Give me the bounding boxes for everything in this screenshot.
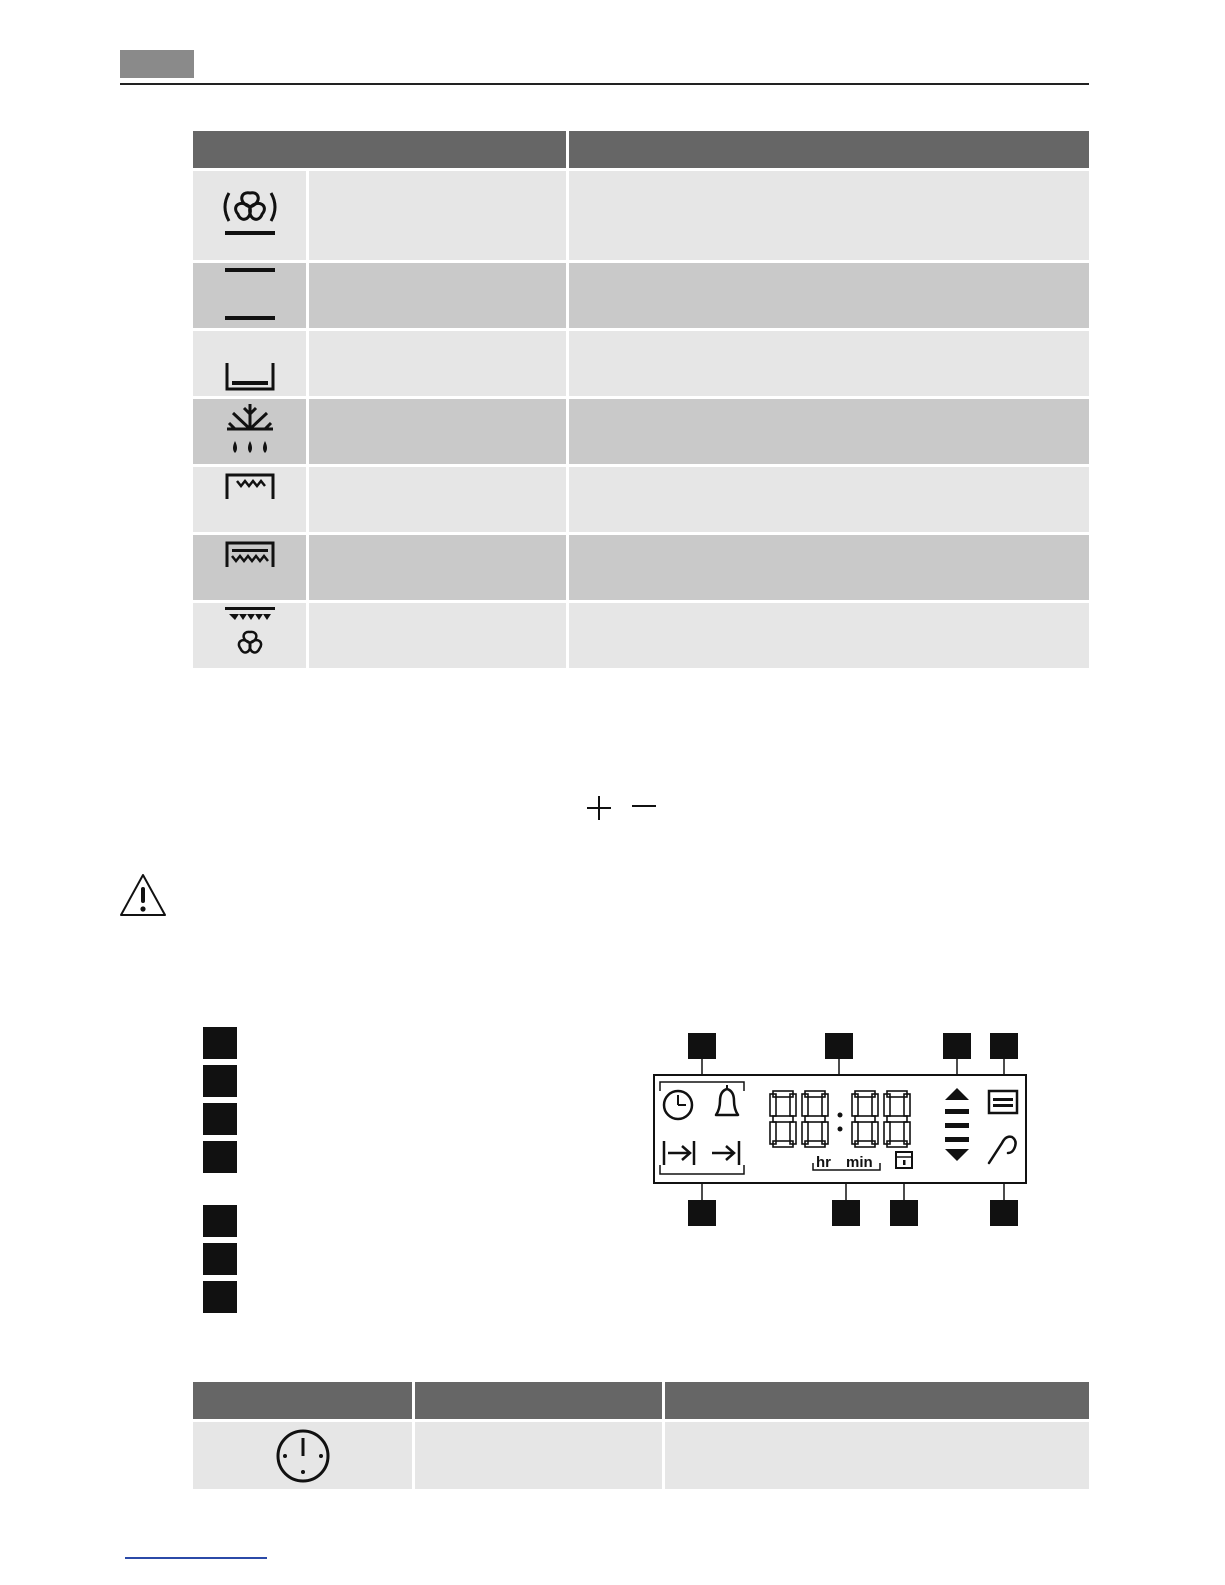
function-row	[193, 396, 1089, 464]
legend-marker	[203, 1103, 237, 1135]
legend-marker	[203, 1281, 237, 1313]
clock-table-header-col3	[665, 1382, 1089, 1419]
callout-marker	[825, 1033, 853, 1059]
function-row-desc	[569, 331, 1089, 396]
function-row-name	[309, 603, 569, 668]
function-row-name	[309, 467, 569, 532]
callout-marker	[832, 1200, 860, 1226]
hr-label: hr	[816, 1154, 831, 1171]
clock-table-header-col1	[193, 1382, 415, 1419]
function-row-icon-cell	[193, 535, 309, 600]
fast-grill-icon	[215, 535, 285, 599]
clock-table-name	[415, 1422, 665, 1489]
legend-marker	[203, 1243, 237, 1275]
function-row-icon-cell	[193, 263, 309, 328]
function-row	[193, 464, 1089, 532]
function-row-name	[309, 171, 569, 260]
legend-marker	[203, 1205, 237, 1237]
function-table-header-col1	[193, 131, 569, 168]
function-row-desc	[569, 467, 1089, 532]
function-row	[193, 532, 1089, 600]
callout-marker	[990, 1033, 1018, 1059]
function-row-name	[309, 399, 569, 464]
function-row-desc	[569, 171, 1089, 260]
callout-marker	[688, 1033, 716, 1059]
function-row-icon-cell	[193, 467, 309, 532]
fan-bottom-heat-icon	[215, 179, 285, 249]
legend-marker	[203, 1065, 237, 1097]
bottom-heat-icon	[215, 331, 285, 395]
function-row	[193, 328, 1089, 396]
legend-marker	[203, 1027, 237, 1059]
header-tab	[120, 50, 194, 78]
function-row-desc	[569, 263, 1089, 328]
function-table	[193, 131, 1089, 668]
function-row-desc	[569, 603, 1089, 668]
function-row-name	[309, 535, 569, 600]
clock-table-header	[193, 1382, 1089, 1419]
top-bottom-heat-icon	[215, 263, 285, 327]
function-row	[193, 260, 1089, 328]
clock-table	[193, 1382, 1089, 1489]
defrost-icon	[215, 399, 285, 463]
footer-link-underline	[125, 1557, 267, 1559]
function-row	[193, 600, 1089, 668]
function-table-header	[193, 131, 1089, 168]
min-label: min	[846, 1154, 873, 1171]
plus-icon	[585, 794, 613, 822]
function-row-desc	[569, 535, 1089, 600]
legend-marker	[203, 1141, 237, 1173]
callout-marker	[890, 1200, 918, 1226]
callout-marker	[990, 1200, 1018, 1226]
clock-table-icon-cell	[193, 1422, 415, 1489]
turbo-grill-icon	[215, 603, 285, 667]
minus-icon	[630, 794, 658, 822]
display-diagram	[620, 1025, 1040, 1230]
function-row-name	[309, 263, 569, 328]
clock-table-desc	[665, 1422, 1089, 1489]
function-row-icon-cell	[193, 171, 309, 260]
heat-up-indicator	[945, 1088, 969, 1161]
function-row-desc	[569, 399, 1089, 464]
grill-icon	[215, 467, 285, 531]
function-row-icon-cell	[193, 399, 309, 464]
clock-table-row	[193, 1419, 1089, 1489]
callout-marker	[688, 1200, 716, 1226]
function-row-icon-cell	[193, 331, 309, 396]
function-row-icon-cell	[193, 603, 309, 668]
clock-icon	[273, 1426, 333, 1486]
function-row-name	[309, 331, 569, 396]
warning-icon	[118, 872, 168, 918]
function-table-header-col2	[569, 131, 1089, 168]
header-rule	[120, 83, 1089, 85]
function-row	[193, 168, 1089, 260]
clock-table-header-col2	[415, 1382, 665, 1419]
callout-marker	[943, 1033, 971, 1059]
